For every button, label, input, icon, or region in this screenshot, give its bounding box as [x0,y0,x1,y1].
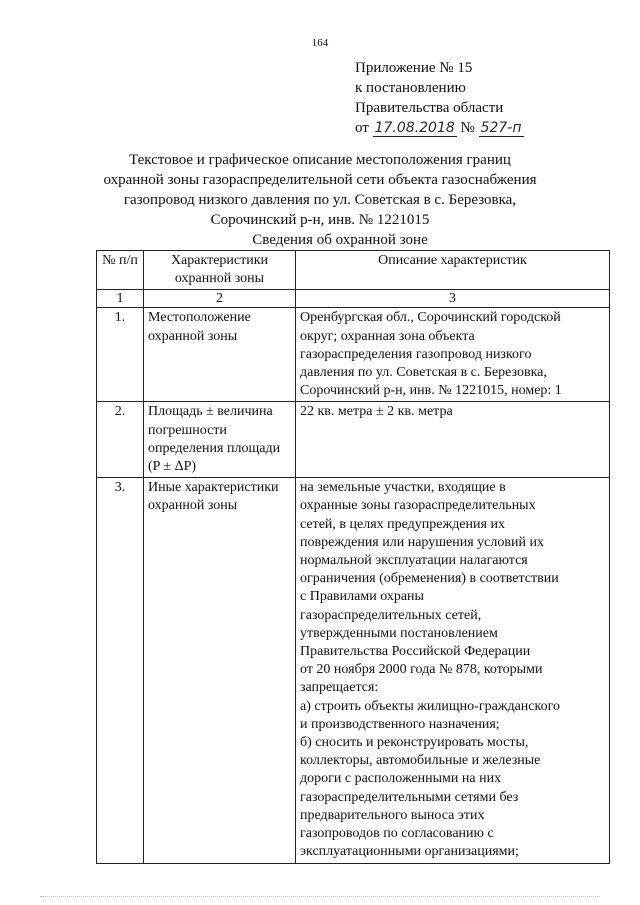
description-line: на земельные участки, входящие в [300,480,506,496]
scan-edge-divider [40,896,600,898]
column-number: 2 [144,290,296,308]
table-row [97,478,610,863]
appendix-government: Правительства области [355,100,504,116]
row-description [296,402,610,478]
column-number-row [97,290,610,308]
description-line: коллекторы, автомобильные и железные [300,753,541,769]
row-number: 3. [97,478,144,863]
column-number: 3 [296,290,610,308]
description-line: Правительства Российской Федерации [300,644,531,660]
description-line: сетей, в целях предупреждения их [300,516,505,532]
row-number: 2. [97,402,144,478]
description-line: охранные зоны газораспределительных [300,498,536,514]
description-line: повреждения или нарушения условий их [300,534,544,550]
description-line: дороги с расположенными на них [300,771,502,787]
appendix-date-line [355,118,524,138]
title-line-4: Сорочинский р-н, инв. № 1221015 [210,212,430,228]
handwritten-number: 527-п [480,120,522,136]
title-line-2: охранной зоны газораспределительной сети объекта газоснабжения [103,172,537,188]
table-caption: Сведения об охранной зоне [252,232,428,248]
description-line: и производственного назначения; [300,716,500,732]
description-line: с Правилами охраны [300,589,424,605]
description-line: а) строить объекты жилищно-гражданского [300,698,560,714]
description-line: запрещается: [300,680,379,696]
description-line: ограничения (обременения) в соответствии [300,571,559,587]
table-row [97,308,610,402]
protected-zone-table [96,250,610,864]
row-number: 1. [97,308,144,402]
title-line-1: Текстовое и графическое описание местоположения границ [129,152,511,168]
description-line: округ; охранная зона объекта [300,328,475,344]
description-line: Оренбургская обл., Сорочинский городской [300,310,561,326]
description-line: газораспределительных сетей, [300,607,482,623]
header-description: Описание характеристик [296,251,610,290]
description-line: утвержденными постановлением [300,625,498,641]
description-line: 22 кв. метра ± 2 кв. метра [300,404,453,420]
header-characteristics: Характеристики охранной зоны [144,251,296,290]
description-line: газораспределения газопровод низкого [300,346,532,362]
handwritten-date: 17.08.2018 [374,120,455,136]
appendix-block [355,58,524,138]
page-number: 164 [311,37,329,49]
appendix-resolution: к постановлению [355,80,466,96]
row-characteristic: Местоположение охранной зоны [144,308,296,402]
description-line: от 20 ноября 2000 года № 878, которыми [300,662,543,678]
description-line: эксплуатационными организациями; [300,844,519,860]
appendix-title: Приложение № 15 [355,60,473,76]
row-description [296,478,610,863]
description-line: Сорочинский р-н, инв. № 1221015, номер: 1 [300,383,562,399]
description-line: газопроводов по согласованию с [300,826,494,842]
description-line: предварительного выноса этих [300,807,485,823]
row-characteristic: Площадь ± величина погрешности определения площади (P ± ΔP) [144,402,296,478]
title-line-3: газопровод низкого давления по ул. Советская в с. Березовка, [123,192,517,208]
table-header-row [97,251,610,290]
description-line: давления по ул. Советская в с. Березовка, [300,365,547,381]
header-num: № п/п [97,251,144,290]
date-prefix: от [355,120,369,136]
column-number: 1 [97,290,144,308]
table-row [97,402,610,478]
row-description [296,308,610,402]
description-line: б) сносить и реконструировать мосты, [300,735,529,751]
description-line: нормальной эксплуатации налагаются [300,553,528,569]
row-characteristic: Иные характеристики охранной зоны [144,478,296,863]
description-line: газораспределительными сетями без [300,789,519,805]
document-title [100,150,540,230]
number-prefix: № [460,120,475,136]
